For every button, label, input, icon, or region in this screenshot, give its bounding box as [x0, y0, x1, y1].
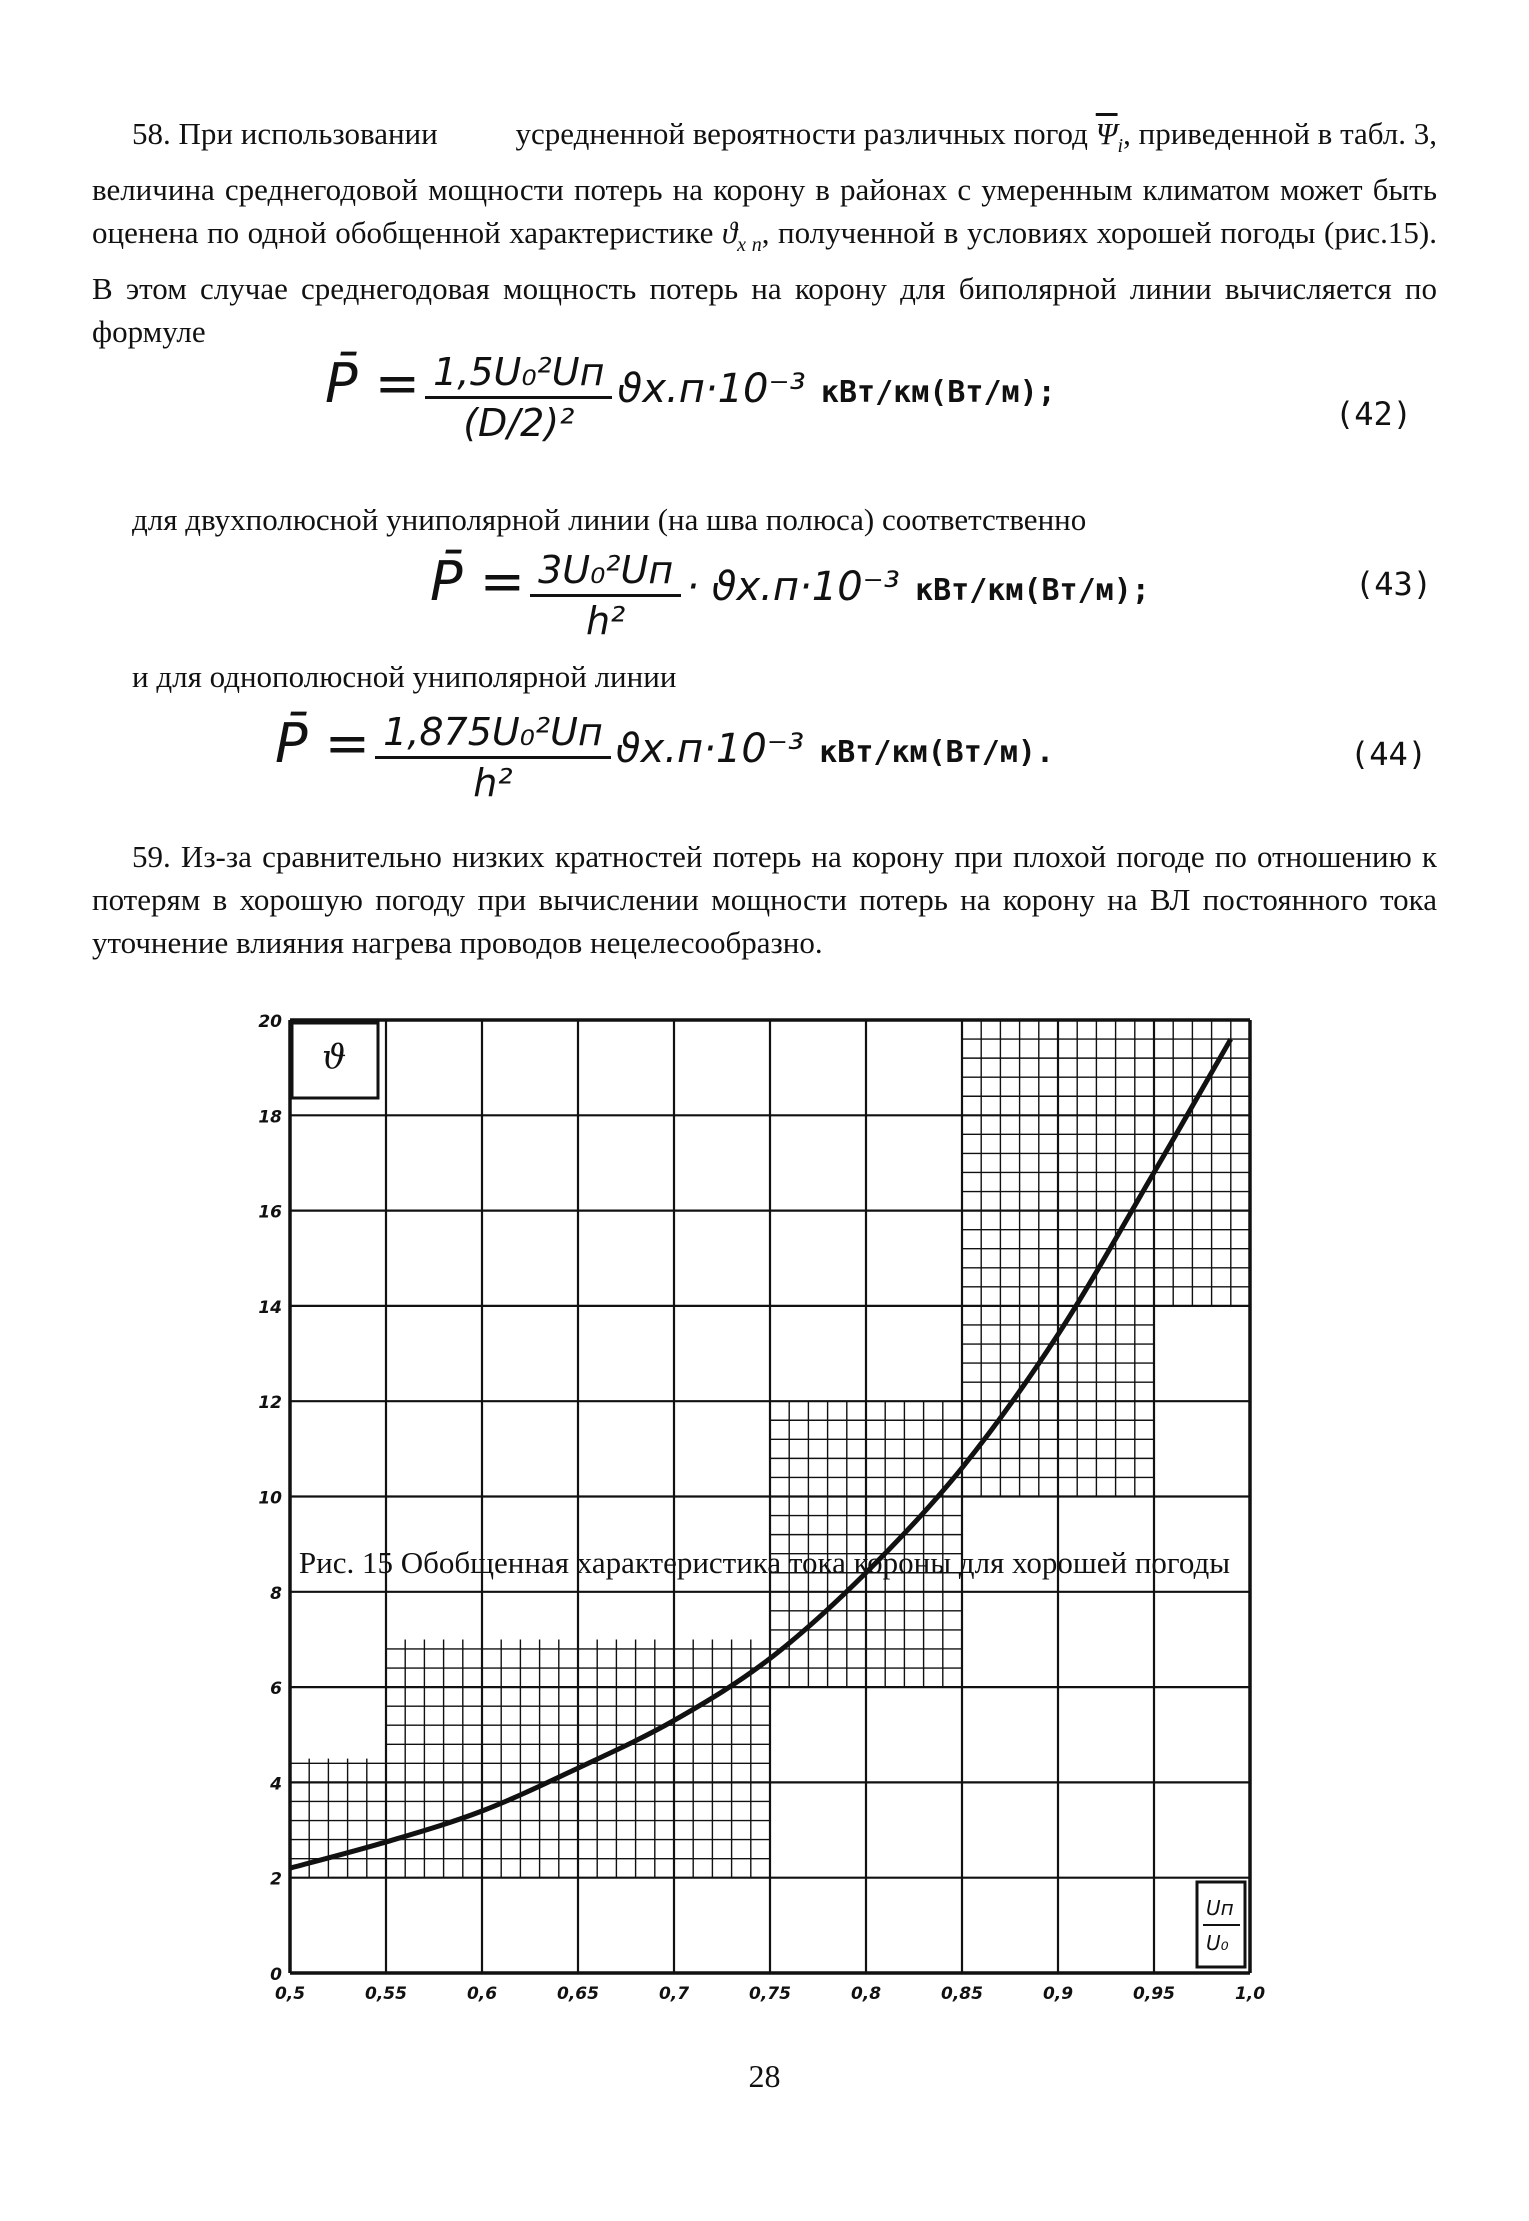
x-tick-label: 0,75 [749, 1984, 791, 2004]
psi-symbol: $\overline{\Psi}$ [1095, 116, 1118, 151]
x-tick-label: 0,5 [274, 1984, 306, 2004]
x-tick-label: 0,95 [1133, 1984, 1175, 2004]
equation-number-44: (44) [1350, 735, 1428, 773]
y-tick-label: 14 [258, 1297, 282, 1318]
formula-44-denominator: h² [473, 761, 513, 805]
formula-44-numerator: 1,875U₀²Uп [375, 710, 611, 759]
y-tick-label: 20 [258, 1012, 282, 1032]
y-tick-label: 8 [270, 1583, 282, 1604]
formula-42-unit: кВт/км(Вт/м); [820, 375, 1056, 410]
x-tick-label: 0,7 [658, 1984, 690, 2004]
tick-labels [258, 1012, 1265, 2004]
p58-lead-b: усредненной вероятности различных погод [515, 116, 1088, 151]
x-tick-label: 0,9 [1042, 1984, 1074, 2004]
y-tick-label: 6 [270, 1679, 282, 1700]
formula-43-numerator: 3U₀²Uп [530, 548, 681, 597]
x-label-denominator: U₀ [1206, 1931, 1229, 1955]
x-tick-label: 0,8 [850, 1984, 882, 2004]
y-axis-label: ϑ [322, 1037, 347, 1077]
formula-42-denominator: (D/2)² [463, 401, 575, 445]
y-tick-label: 12 [258, 1393, 282, 1414]
x-label-numerator: Uп [1206, 1896, 1234, 1920]
x-tick-label: 0,85 [941, 1984, 983, 2004]
formula-42-numerator: 1,5U₀²Uп [425, 350, 612, 399]
p58-lead: 58. При использовании [132, 116, 438, 151]
formula-42-lhs: P̄ = [325, 352, 420, 415]
formula-44-lhs: P̄ = [275, 712, 370, 775]
equation-number-42: (42) [1335, 395, 1413, 433]
formula-44-unit: кВт/км(Вт/м). [819, 735, 1055, 770]
theta-symbol: ϑ [721, 215, 738, 250]
equation-number-43: (43) [1355, 565, 1433, 603]
figure-caption: Рис. 15 Обобщенная характеристика тока короны для хорошей погоды [298, 1545, 1231, 1580]
y-tick-label: 16 [258, 1202, 282, 1223]
y-tick-label: 18 [258, 1107, 282, 1128]
theta-subscript: x п [737, 234, 762, 256]
p58-body-1: приведенной в табл. 3, величина среднегодовой мощности потерь на корону в районах с умеренным климатом может быть оценена по одной обобщенной характеристике [92, 116, 1438, 250]
formula-43-lhs: P̄ = [430, 550, 525, 613]
major-grid [290, 1020, 1250, 1973]
x-tick-label: 0,6 [466, 1984, 498, 2004]
x-tick-label: 0,65 [557, 1984, 599, 2004]
p59-text: 59. Из-за сравнительно низких кратностей потерь на корону при плохой погоде по отношению к потерям в хорошую погоду при вычислении мощности потерь на корону на ВЛ постоянного тока уточнение влияния нагрева проводов нецелесообразно. [92, 839, 1437, 960]
y-tick-label: 4 [270, 1774, 282, 1795]
formula-43-denominator: h² [585, 599, 626, 643]
x-tick-label: 0,55 [365, 1984, 407, 2004]
x-tick-label: 1,0 [1234, 1984, 1266, 2004]
formula-42-rhs: ϑx.п·10⁻³ [617, 366, 806, 412]
formula-43-rhs: · ϑx.п·10⁻³ [686, 564, 900, 610]
formula-43-unit: кВт/км(Вт/м); [915, 573, 1150, 608]
psi-subscript: i [1117, 135, 1124, 157]
intro-43-text: для двухполюсной униполярной линии (на шва полюса) соответственно [132, 502, 1087, 537]
page-number: 28 [748, 2058, 781, 2094]
y-tick-label: 0 [270, 1965, 282, 1985]
y-tick-label: 10 [258, 1488, 282, 1509]
formula-44-rhs: ϑx.п·10⁻³ [615, 726, 804, 772]
intro-44-text: и для однополюсной униполярной линии [132, 659, 677, 694]
paragraph-58: 58. При использовании усредненной вероятности различных погод $\overline{\Psi}_i$, приведенной в табл. 3, величина среднегодовой мощности потерь на корону в районах с умеренным климатом может быть оценена по одной обобщенной характеристике $ϑ_{x п}$, полученной в условиях хорошей погоды (рис.15). В этом случае среднегодовая мощность потерь на корону для биполярной линии вычисляется по формуле [92, 116, 1438, 349]
p58-body-2: , полученной в условиях хорошей погоды (рис.15). В этом случае среднегодовая мощность потерь на корону для биполярной линии вычисляется по формуле [92, 215, 1437, 349]
y-tick-label: 2 [270, 1869, 282, 1890]
